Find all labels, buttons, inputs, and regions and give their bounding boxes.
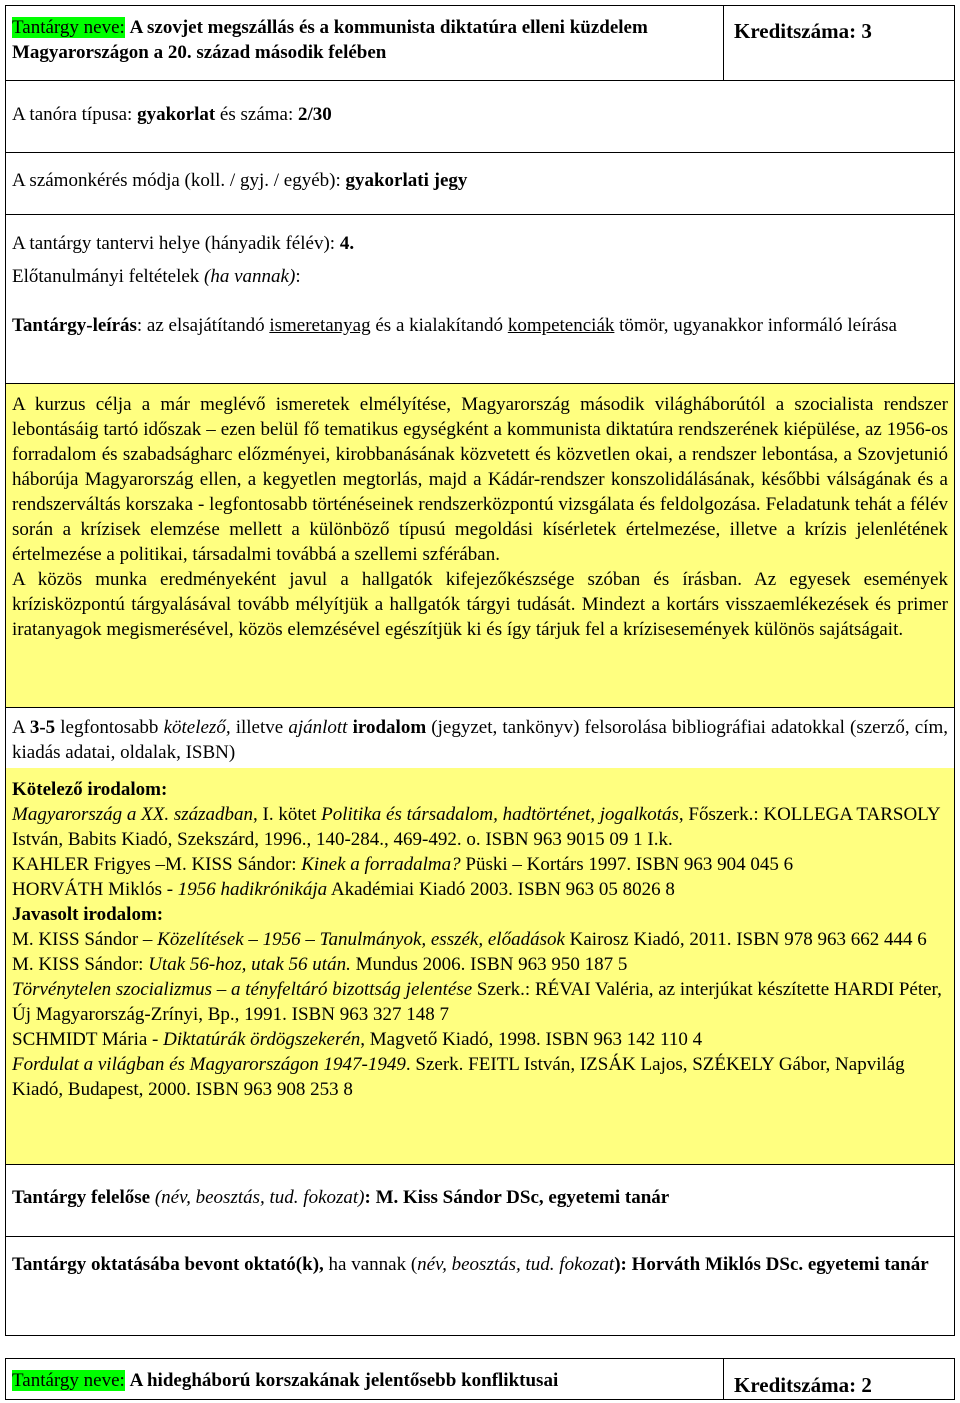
literature-text-4: (jegyzet, tankönyv) felsorolása bibliográfiai adatokkal (szerző, cím, kiadás adatai, oldalak, ISBN) [12, 717, 948, 763]
book-title: Magyarország a XX. században [12, 804, 254, 825]
next-credit-count: Kreditszáma: 2 [734, 1373, 872, 1397]
book-details: , Főszerk.: KOLLEGA TARSOLY István, Babits Kiadó, Szekszárd, 1996., 140-284., 469-492. o. ISBN 963 9015 09 1 I.k. [12, 804, 940, 850]
book-title: Fordulat a világban és Magyarországon 1947-1949 [12, 1054, 406, 1075]
book-author: HORVÁTH Miklós - [12, 879, 178, 900]
book-author: M. KISS Sándor: [12, 954, 149, 975]
lesson-type-value: gyakorlat [137, 104, 216, 125]
course-title: A szovjet megszállás és a kommunista diktatúra elleni küzdelem Magyarországon a 20. század második felében [12, 17, 648, 63]
literature-list-row [6, 768, 954, 1164]
book-author: M. KISS Sándor – [12, 929, 158, 950]
course-form-table [5, 5, 955, 1336]
book-title: Politika és társadalom, hadtörténet, jogalkotás [321, 804, 679, 825]
lesson-count-value: 2/30 [298, 104, 332, 125]
recommended-literature-heading: Javasolt irodalom: [12, 904, 164, 925]
next-course-title: A hidegháború korszakának jelentősebb konfliktusai [129, 1370, 559, 1391]
book-details: Püski – Kortárs 1997. ISBN 963 904 045 6 [460, 854, 794, 875]
prerequisites-note: (ha vannak) [204, 266, 296, 287]
book-title: 1956 hadikrónikája [177, 879, 328, 900]
responsible-value: : M. Kiss Sándor DSc, egyetemi tanár [364, 1187, 670, 1208]
recommended-item [12, 952, 948, 977]
book-title: Kinek a forradalma? [301, 854, 461, 875]
book-author: KAHLER Frigyes –M. KISS Sándor: [12, 854, 302, 875]
literature-term: irodalom [352, 717, 427, 738]
mandatory-item [12, 802, 948, 852]
book-author: SCHMIDT Mária - [12, 1029, 164, 1050]
mandatory-item [12, 877, 948, 902]
semester-row [6, 214, 954, 299]
next-course-title-cell [6, 1359, 724, 1399]
mandatory-term: kötelező, [163, 717, 231, 738]
description-paragraph-2: A közös munka eredményeként javul a hallgatók kifejezőkészsége szóban és írásban. Az egyesek események krízisközpontú tárgyalásával tovább mélyítjük a hallgatók tárgyi tudását. Mindezt a kortárs visszaemlékezések és primer iratanyagok megismerésével, közös elemzésével egészítjük ki és így tárjuk fel a krízisesemények különös sajátságait. [12, 569, 948, 640]
description-body-row [6, 383, 954, 707]
literature-text-1: A [12, 717, 30, 738]
semester-value: 4. [339, 233, 355, 254]
instructors-text: ha vannak ( [323, 1254, 418, 1275]
literature-text-3: illetve [230, 717, 289, 738]
recommended-item [12, 1027, 948, 1052]
description-text-1: : az elsajátítandó [136, 315, 270, 336]
book-details: , Magvető Kiadó, 1998. ISBN 963 142 110 4 [360, 1029, 703, 1050]
recommended-term: ajánlott [288, 717, 348, 738]
recommended-item [12, 1052, 948, 1102]
course-header-row [6, 6, 954, 80]
knowledge-term: ismeretanyag [269, 315, 371, 336]
book-details: Kairosz Kiadó, 2011. ISBN 978 963 662 444 6 [564, 929, 927, 950]
assessment-row [6, 152, 954, 214]
book-title: Törvénytelen szocializmus – a tényfeltáró bizottság jelentése [12, 979, 473, 1000]
book-details: Akadémiai Kiadó 2003. ISBN 963 05 8026 8 [327, 879, 675, 900]
responsible-note: (név, beosztás, tud. fokozat) [154, 1187, 365, 1208]
literature-intro-row [6, 707, 954, 768]
book-details: , I. kötet [253, 804, 322, 825]
lesson-type-label: A tanóra típusa: [12, 104, 138, 125]
responsible-row [6, 1164, 954, 1236]
instructors-label: Tantárgy oktatásába bevont oktató(k), [12, 1254, 324, 1275]
recommended-item [12, 977, 948, 1027]
next-course-name-label: Tantárgy neve: [12, 1370, 125, 1391]
description-text-3: tömör, ugyanakkor informáló leírása [614, 315, 897, 336]
description-intro-row [6, 299, 954, 383]
description-text-2: és a kialakítandó [370, 315, 508, 336]
competence-term: kompetenciák [507, 315, 615, 336]
mandatory-literature-heading: Kötelező irodalom: [12, 779, 168, 800]
instructors-row [6, 1236, 954, 1335]
lesson-count-label: és száma: [215, 104, 298, 125]
assessment-label: A számonkérés módja (koll. / gyj. / egyéb): [12, 170, 346, 191]
instructors-value: ): Horváth Miklós DSc. egyetemi tanár [614, 1254, 929, 1275]
prerequisites-colon: : [295, 266, 301, 287]
description-paragraph-1: A kurzus célja a már meglévő ismeretek elmélyítése, Magyarország második világháborútól a szocialista rendszer lebontásáig tartó időszak – ezen belül fő tematikus egységként a kommunista diktatúra rendszerének kiépülése, az 1956-os forradalom és szabadságharc előzményei, kirobbanásának közvetett és közvetlen okai, a rendszer lebontása, a Szovjetunió háborúja Magyarország ellen, a kegyetlen megtorlás, majd a Kádár-rendszer konszolidálásának, későbbi válságának és a rendszerváltás korszaka - legfontosabb történéseinek rendszerközpontú vizsgálata és feldolgozása. Feladatunk tehát a félév során a krízisek elemzése mellett a különböző típusú megoldási kísérletek értelmezése, illetve a krízis jelenlétének értelmezése a politikai, társadalmi továbbá a szellemi szférában. [12, 394, 948, 565]
credit-count: Kreditszáma: 3 [734, 19, 872, 43]
instructors-note: név, beosztás, tud. fokozat [417, 1254, 615, 1275]
literature-text-2: legfontosabb [55, 717, 164, 738]
book-title: Diktatúrák ördögszekerén [163, 1029, 361, 1050]
course-name-label: Tantárgy neve: [12, 17, 125, 38]
book-details: Szerk.: RÉVAI Valéria, az interjúkat készítette HARDI Péter, Új Magyarország-Zrínyi, Bp., 1991. ISBN 963 327 148 7 [12, 979, 942, 1025]
prerequisites-label: Előtanulmányi feltételek [12, 266, 205, 287]
lesson-type-row [6, 80, 954, 152]
description-label: Tantárgy-leírás [12, 315, 137, 336]
book-details: . Szerk. FEITL István, IZSÁK Lajos, SZÉKELY Gábor, Napvilág Kiadó, Budapest, 2000. ISBN 963 908 253 8 [12, 1054, 905, 1100]
responsible-label: Tantárgy felelőse [12, 1187, 155, 1208]
course-title-cell [6, 6, 724, 80]
mandatory-item [12, 852, 948, 877]
next-course-header-row [5, 1358, 955, 1400]
book-title: Utak 56-hoz, utak 56 után. [148, 954, 351, 975]
semester-label: A tantárgy tantervi helye (hányadik félév): [12, 233, 340, 254]
book-details: Mundus 2006. ISBN 963 950 187 5 [350, 954, 628, 975]
book-title: Közelítések – 1956 – Tanulmányok, esszék, előadások [157, 929, 565, 950]
assessment-value: gyakorlati jegy [345, 170, 468, 191]
recommended-item [12, 927, 948, 952]
literature-count: 3-5 [29, 717, 56, 738]
